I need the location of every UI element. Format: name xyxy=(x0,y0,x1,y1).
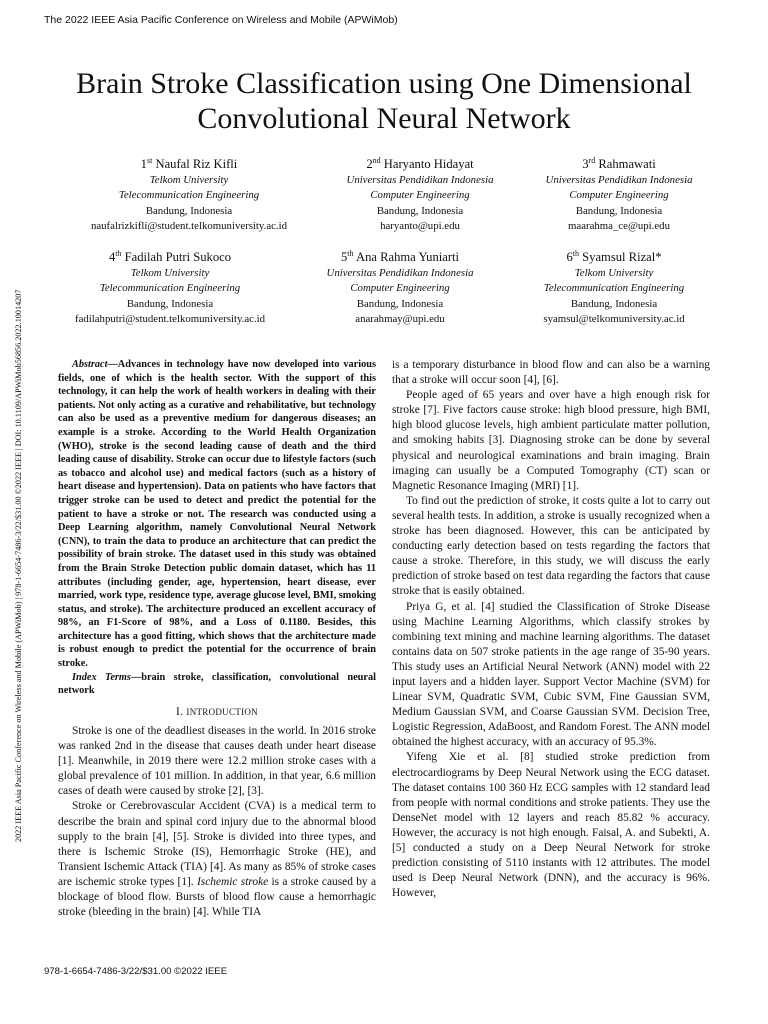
right-paragraph-1: is a temporary disturbance in blood flow and can also be a warning that a stroke will occur soon [4], [6]. xyxy=(392,359,710,387)
author-4-affiliation: Telkom University xyxy=(130,267,210,280)
author-block-6 xyxy=(496,245,732,327)
author-3-name: Rahmawati xyxy=(598,157,656,172)
author-3-ord-suffix: rd xyxy=(588,156,596,165)
author-1-location: Bandung, Indonesia xyxy=(145,204,233,217)
author-1-email: naufalrizkifli@student.telkomuniversity.ac.id xyxy=(90,219,288,232)
intro-paragraph-2-italic: Ischemic stroke xyxy=(196,875,269,888)
author-5-ord: 5 xyxy=(340,250,348,265)
author-block-1 xyxy=(44,152,334,234)
author-5-email: anarahmay@upi.edu xyxy=(355,312,445,325)
abstract-text: —Advances in technology have now developed into various fields, one of which is the health sector. With the support of this technology, it can help the work of health workers in dealing with their patients. Not only acting as a curative and rehabilitative, but technology can also be used as a preventive medium for dangerous diseases; an example is a stroke. According to the World Health Organization (WHO), stroke is the second leading cause of death and the third leading cause of disability. Stroke can occur due to lifestyle factors (such as tobacco and alcohol use) and medical factors (such as a history of heart disease and hypertension). Data on patients who have factors that trigger stroke can be used to detect and predict the potential for the patient to have a stroke or not. The research was conducted using a Deep Learning algorithm, namely Convolutional Neural Network (CNN), to train the data to produce an architecture that can predict the possibility of brain stroke. The dataset used in this study was obtained from the Brain Stroke Detection public domain dataset, which has 11 attributes (including gender, age, hypertension, heart disease, ever married, work type, residence type, average glucose level, BMI, smoking status, and stroke). The architecture produced an excellent accuracy of 98%, an F1-Score of 98%, and a Loss of 0.1180. Besides, this architecture has a good fitting, which shows that the architecture made is robust enough to predict the potential for the occurrence of brain stroke. xyxy=(58,359,376,670)
author-6-email: syamsul@telkomuniversity.ac.id xyxy=(543,312,685,325)
author-4-department: Telecommunication Engineering xyxy=(99,282,241,295)
right-paragraph-2: People aged of 65 years and over have a high enough risk for stroke [7]. Five factors cause stroke: high blood pressure, high BMI, high blood glucose levels, high ambient particulate matter pollution, and smoking habits [3]. Diagnosing stroke can be done by several physical and neurological examinations and brain imaging. Brain imaging can usually be a Computed Tomography (CT) scan or Magnetic Resonance Imaging (MRI) [1]. xyxy=(392,389,710,492)
section-heading-introduction xyxy=(58,705,376,720)
author-2-ord: 2 xyxy=(366,157,373,172)
author-block-5 xyxy=(292,245,508,327)
author-4-email: fadilahputri@student.telkomuniversity.ac.id xyxy=(74,312,266,325)
paper-title xyxy=(40,66,728,136)
author-block-3 xyxy=(514,152,724,234)
right-paragraph-5: Yifeng Xie et al. [8] studied stroke prediction from electrocardiograms by Deep Neural Network using the ECG dataset. The dataset contains 100 360 Hz ECG samples with 12 standard lead from people with normal conditions and stroke patients. They use the DenseNet model with 12 layers and reach 85.82 % accuracy. However, the accuracy is not high enough. Faisal, A. and Subekti, A. [5] conducted a study on a Deep Neural Network for stroke prediction consisting of 5110 instants with 12 attributes. The model used is Deep Neural Network (DNN), and the accuracy is 96%. However, xyxy=(392,751,710,900)
abstract xyxy=(58,358,376,671)
section-numeral: I. xyxy=(176,705,187,718)
author-5-ord-suffix: th xyxy=(347,249,354,258)
author-6-location: Bandung, Indonesia xyxy=(570,297,658,310)
author-1-department: Telecommunication Engineering xyxy=(118,189,260,202)
left-column xyxy=(58,358,376,920)
author-2-email: haryanto@upi.edu xyxy=(380,219,460,232)
side-doi-text: 2022 IEEE Asia Pacific Conference on Wireless and Mobile (APWiMob) | 978-1-6654-7486-3/22/$31.00 ©2022 IEEE | DOI: 10.1109/APWiMob56856.2022.10014207 xyxy=(14,289,23,842)
author-4-location: Bandung, Indonesia xyxy=(126,297,214,310)
conference-header: The 2022 IEEE Asia Pacific Conference on Wireless and Mobile (APWiMob) xyxy=(44,14,398,26)
author-6-affiliation: Telkom University xyxy=(574,267,654,280)
index-terms xyxy=(58,671,376,698)
author-1-name: Naufal Riz Kifli xyxy=(155,157,238,172)
right-paragraph-3: To find out the prediction of stroke, it costs quite a lot to carry out several health tests. In addition, a stroke is usually recognized when a stroke has been diagnosed. However, this can be anticipated by conducting early detection based on tests regarding the factors that cause a stroke. Therefore, in this study, we will discuss the early prediction of stroke based on test data regarding the factors that cause stroke that is easily obtained. xyxy=(392,494,710,598)
author-3-location: Bandung, Indonesia xyxy=(575,204,663,217)
author-5-name: Ana Rahma Yuniarti xyxy=(355,250,460,265)
author-5-affiliation: Universitas Pendidikan Indonesia xyxy=(326,267,474,280)
author-4-ord: 4 xyxy=(108,250,116,265)
author-3-department: Computer Engineering xyxy=(569,189,669,202)
author-2-affiliation: Universitas Pendidikan Indonesia xyxy=(346,174,494,187)
author-4-name: Fadilah Putri Sukoco xyxy=(124,250,232,265)
author-4-ord-suffix: th xyxy=(115,249,122,258)
intro-paragraph-2 xyxy=(58,799,376,920)
index-terms-lead: Index Terms xyxy=(72,671,131,683)
author-6-department: Telecommunication Engineering xyxy=(543,282,685,295)
title-line-1: Brain Stroke Classification using One Dimensional xyxy=(76,67,692,100)
section-title: INTRODUCTION xyxy=(186,706,258,717)
author-block-2 xyxy=(312,152,528,234)
footer-copyright: 978-1-6654-7486-3/22/$31.00 ©2022 IEEE xyxy=(44,966,228,977)
author-2-ord-suffix: nd xyxy=(372,156,381,165)
author-block-4 xyxy=(30,245,310,327)
abstract-lead: Abstract xyxy=(72,359,108,370)
right-paragraph-4: Priya G, et al. [4] studied the Classification of Stroke Disease using Machine Learning Algorithms, which classify strokes by combining text mining and machine learning algorithms. The dataset contains data on 507 stroke patients in the age range of 35-90 years. This study uses an Artificial Neural Network (ANN) model with 22 input layers and a hidden layer. Support Vector Machine (SVM) for Linear SVM, Quadratic SVM, Cubic SVM, Fine Gaussian SVM, Medium Gaussian SVM, and Coarse Gaussian SVM. Decision Tree, Logistic Regression, AdaBoost, and Random Forest. The ANN model obtained the highest accuracy, with an accuracy of 95.3%. xyxy=(392,600,710,749)
author-1-ord-suffix: st xyxy=(146,156,153,165)
author-1-affiliation: Telkom University xyxy=(149,174,229,187)
right-column xyxy=(392,358,710,901)
author-2-department: Computer Engineering xyxy=(370,189,470,202)
author-2-name: Haryanto Hidayat xyxy=(383,157,474,172)
author-3-ord: 3 xyxy=(582,157,589,172)
title-line-2: Convolutional Neural Network xyxy=(197,102,571,135)
author-6-name: Syamsul Rizal* xyxy=(582,250,662,265)
author-5-location: Bandung, Indonesia xyxy=(356,297,444,310)
intro-paragraph-2-b: is a stroke caused by a blockage of blood flow. Bursts of blood flow cause a hemorrhagic stroke (bleeding in the brain) [4]. While TIA xyxy=(58,875,376,919)
author-5-department: Computer Engineering xyxy=(350,282,450,295)
author-6-ord: 6 xyxy=(566,250,573,265)
author-6-ord-suffix: th xyxy=(572,249,579,258)
author-1-ord: 1 xyxy=(140,157,147,172)
author-2-location: Bandung, Indonesia xyxy=(376,204,464,217)
author-3-email: maarahma_ce@upi.edu xyxy=(568,219,670,232)
author-3-affiliation: Universitas Pendidikan Indonesia xyxy=(545,174,693,187)
intro-paragraph-1: Stroke is one of the deadliest diseases in the world. In 2016 stroke was ranked 2nd in the disease that causes death under heart disease [1]. Meanwhile, in 2019 there were 12.2 million stroke cases with a global prevalence of 101 million. In addition, in that year, 6.6 million cases of death were caused by stroke [2], [3]. xyxy=(58,724,376,798)
index-terms-text: —brain stroke, classification, convolutional neural network xyxy=(58,671,376,697)
intro-paragraph-2-a: Stroke or Cerebrovascular Accident (CVA) is a medical term to describe the brain and spinal cord injury due to the abnormal blood supply to the brain [4], [5]. Stroke is divided into three types, and there is Ischemic Stroke (IS), Hemorrhagic Stroke (HE), and Transient Ischemic Attack (TIA) [4]. As many as 85% of stroke cases are ischemic stroke types [1]. xyxy=(58,800,376,888)
